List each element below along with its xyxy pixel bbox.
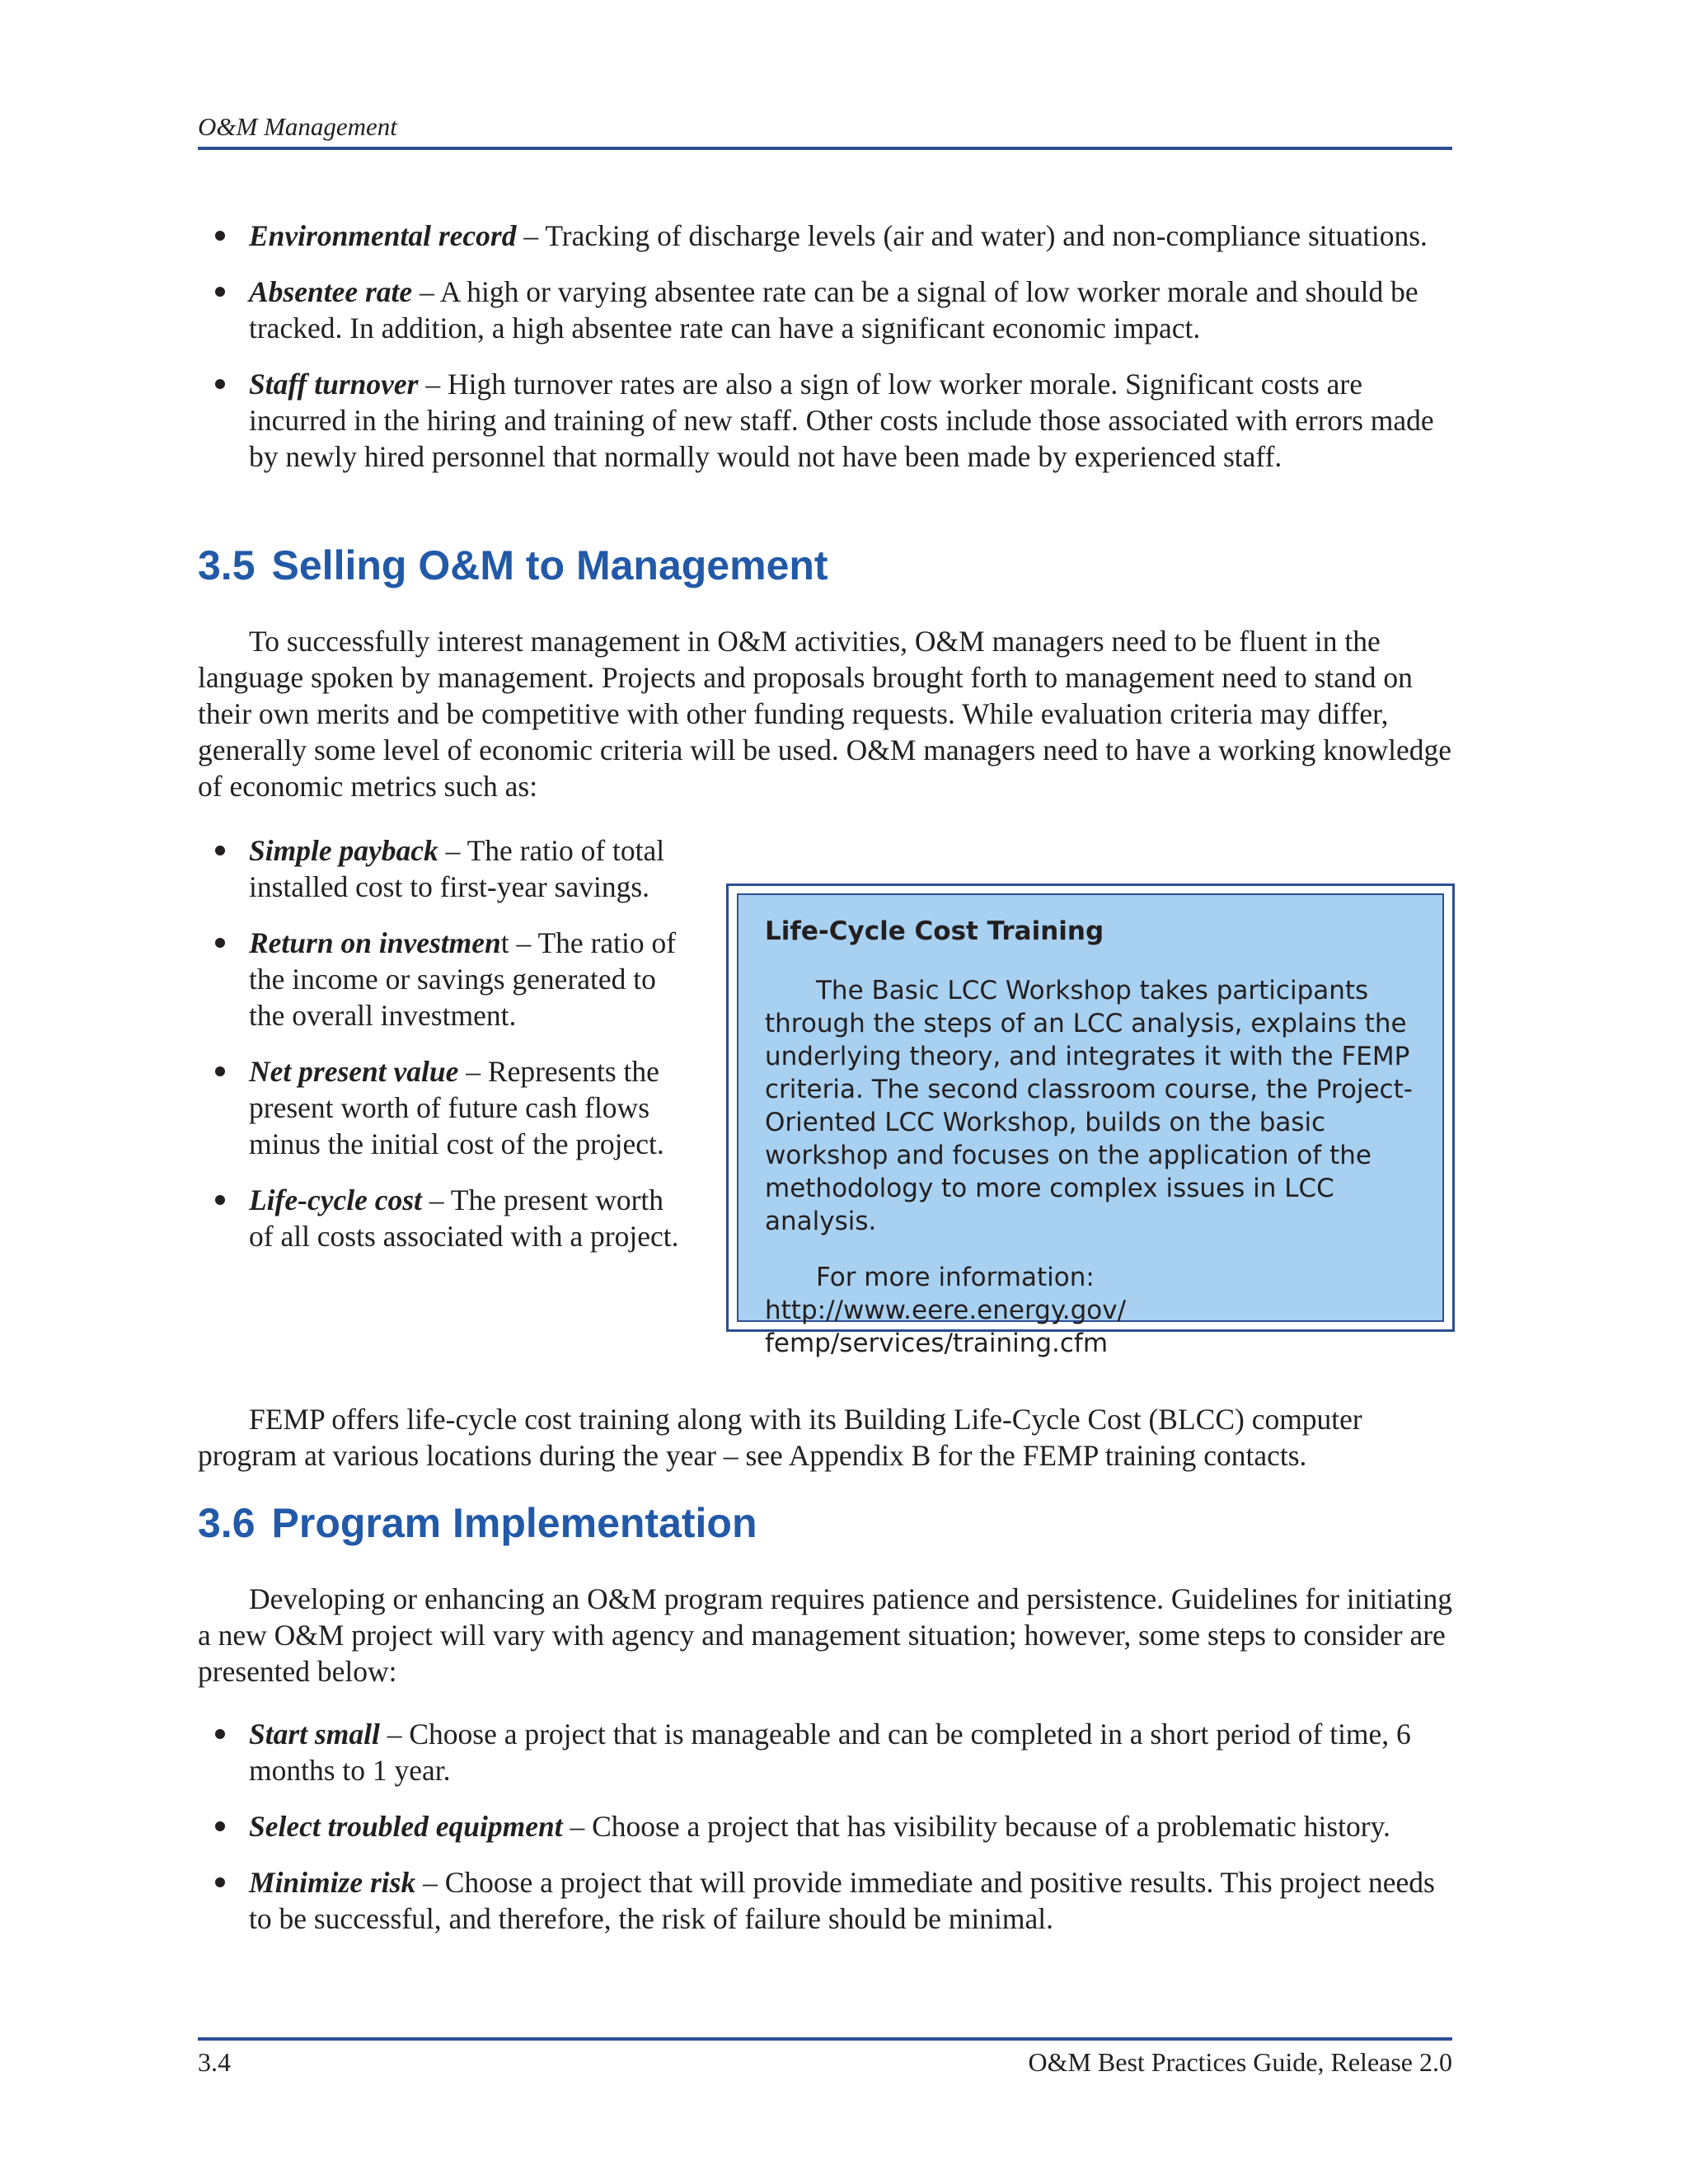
bullet-text: The ratio of total installed cost to first-year savings. [249, 834, 665, 903]
section-3-5-closing: FEMP offers life-cycle cost training along with its Building Life-Cycle Cost (BLCC) computer program at various locations during the year – see Appendix B for the FEMP training contacts. [198, 1403, 1362, 1472]
running-header: O&M Management [198, 112, 397, 141]
list-item: Minimize risk – Choose a project that will provide immediate and positive results. This project needs to be successful, and therefore, the risk of failure should be minimal. [198, 1864, 1459, 1937]
bullet-text: The ratio of the income or savings generated to the overall investment. [249, 926, 677, 1032]
bullet-term: Minimize risk [249, 1866, 416, 1899]
page-number: 3.4 [198, 2047, 231, 2077]
lcc-training-sidebar [726, 883, 1455, 1358]
bullet-term: Simple payback [249, 834, 438, 867]
bullet-term: Absentee rate [249, 275, 413, 308]
section-3-5-intro: To successfully interest management in O&M activities, O&M managers need to be fluent in the language spoken by management. Projects and proposals brought forth to management need to stand on their own merits and be competitive with other funding requests. While evaluation criteria may differ, generally some level of economic criteria will be used. O&M managers need to have a working knowledge of economic metrics such as: [198, 625, 1452, 803]
section-heading-3-5 [198, 541, 828, 590]
sidebar-title: Life-Cycle Cost Training [765, 916, 1104, 946]
sidebar-more-info: For more information: http://www.eere.energy.gov/ femp/services/training.cfm [765, 1263, 1127, 1358]
list-item: Simple payback – The ratio of total installed cost to first-year savings. [198, 832, 692, 905]
bullet-text: High turnover rates are also a sign of low worker morale. Significant costs are incurred in the hiring and training of new staff. Other costs include those associated with errors made by newly hired personnel that normally would not have been made by experienced staff. [249, 368, 1434, 473]
bullet-text: Choose a project that has visibility because of a problematic history. [592, 1810, 1390, 1843]
economic-metrics-list [198, 832, 692, 1254]
guide-title: O&M Best Practices Guide, Release 2.0 [1028, 2047, 1452, 2077]
section-3-6-intro: Developing or enhancing an O&M program requires patience and persistence. Guidelines for initiating a new O&M project will vary with agency and management situation; however, some steps to consider are presented below: [198, 1582, 1452, 1688]
list-item: Environmental record – Tracking of discharge levels (air and water) and non-compliance situations. [198, 218, 1459, 254]
bullet-term: Return on investmen [249, 926, 501, 959]
section-number: 3.6 [198, 1500, 256, 1546]
list-item: Staff turnover – High turnover rates are also a sign of low worker morale. Significant costs are incurred in the hiring and training of new staff. Other costs include those associated with errors made by newly hired personnel that normally would not have been made by experienced staff. [198, 366, 1459, 475]
bullet-term: Select troubled equipment [249, 1810, 563, 1843]
list-item: Net present value – Represents the present worth of future cash flows minus the initial cost of the project. [198, 1053, 692, 1162]
bullet-text: Tracking of discharge levels (air and water) and non-compliance situations. [545, 219, 1428, 252]
list-item: Start small – Choose a project that is manageable and can be completed in a short period of time, 6 months to 1 year. [198, 1716, 1459, 1788]
bullet-text: The present worth of all costs associated with a project. [249, 1183, 679, 1253]
section-title: Program Implementation [271, 1500, 757, 1546]
bullet-text: A high or varying absentee rate can be a signal of low worker morale and should be tracked. In addition, a high absentee rate can have a significant economic impact. [249, 275, 1418, 344]
section-number: 3.5 [198, 542, 256, 588]
bullet-term: Staff turnover [249, 368, 419, 401]
sidebar-body: The Basic LCC Workshop takes participants through the steps of an LCC analysis, explains the underlying theory, and integrates it with the FEMP criteria. The second classroom course, the Project-Oriented LCC Workshop, builds on the basic workshop and focuses on the application of the methodology to more complex issues in LCC analysis. [765, 976, 1413, 1236]
sidebar-panel [737, 893, 1444, 1358]
section-title: Selling O&M to Management [271, 542, 828, 588]
list-item: Return on investment – The ratio of the income or savings generated to the overall investment. [198, 925, 692, 1033]
bullet-text: Represents the present worth of future cash flows minus the initial cost of the project. [249, 1055, 664, 1160]
bullet-text: Choose a project that is manageable and can be completed in a short period of time, 6 months to 1 year. [249, 1718, 1411, 1787]
section-heading-3-6 [198, 1498, 757, 1548]
list-item: Select troubled equipment – Choose a project that has visibility because of a problematic history. [198, 1808, 1459, 1844]
list-item: Life-cycle cost – The present worth of all costs associated with a project. [198, 1182, 692, 1254]
bullet-term: Net present value [249, 1055, 459, 1088]
bullet-term: Life-cycle cost [249, 1183, 422, 1216]
list-item: Absentee rate – A high or varying absentee rate can be a signal of low worker morale and should be tracked. In addition, a high absentee rate can have a significant economic impact. [198, 274, 1459, 346]
implementation-steps-list [198, 1716, 1459, 1937]
bullet-term: Environmental record [249, 219, 517, 252]
performance-metrics-list [198, 218, 1459, 475]
footer-rule [198, 2037, 1452, 2041]
bullet-text: Choose a project that will provide immediate and positive results. This project needs to be successful, and therefore, the risk of failure should be minimal. [249, 1866, 1435, 1935]
bullet-term: Start small [249, 1718, 380, 1750]
header-rule [198, 147, 1452, 150]
